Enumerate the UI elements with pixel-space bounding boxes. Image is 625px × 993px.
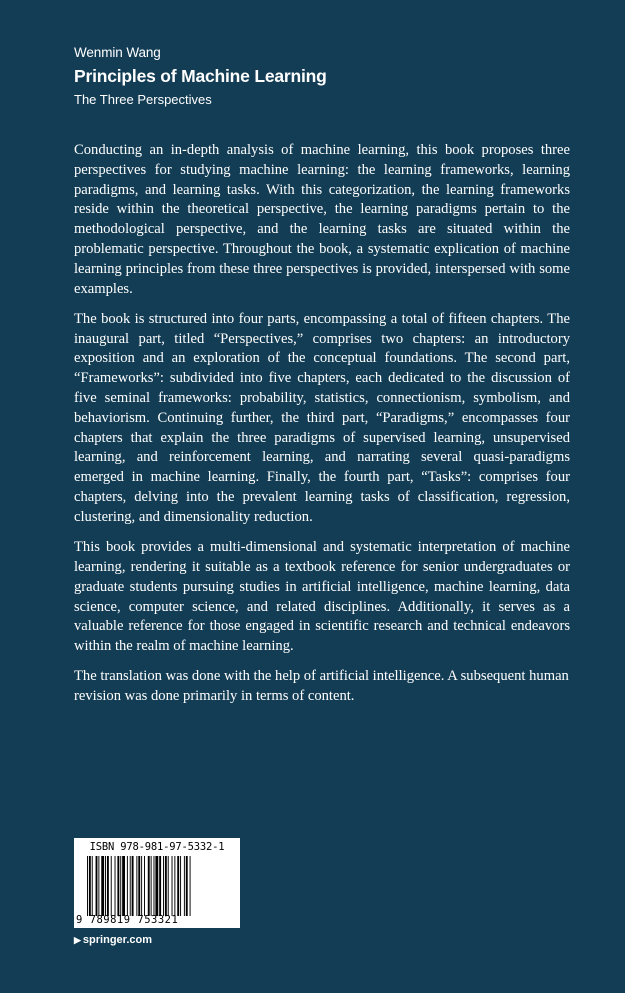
description-paragraph-1: Conducting an in-depth analysis of machine learning, this book proposes three perspectives for studying machine learning: the learning frameworks, learning paradigms, and learning tasks. With this categorization, the learning frameworks reside within the theoretical perspective, the learning paradigms pertain to the methodological perspective, and the learning tasks are situated within the problematic perspective. Throughout the book, a systematic explication of machine learning principles from these three perspectives is provided, interspersed with some examples. bbox=[74, 142, 570, 297]
isbn-label: ISBN 978-981-97-5332-1 bbox=[89, 841, 225, 853]
barcode-bar bbox=[96, 856, 98, 916]
barcode-bar bbox=[154, 856, 155, 916]
barcode-bar bbox=[172, 856, 173, 916]
barcode-bar bbox=[190, 856, 191, 916]
barcode-bar bbox=[87, 856, 88, 916]
book-subtitle: The Three Perspectives bbox=[74, 92, 212, 107]
barcode-bar bbox=[168, 856, 169, 916]
barcode-bar bbox=[184, 856, 185, 916]
barcode-bar bbox=[174, 856, 175, 916]
barcode-bar bbox=[98, 856, 99, 916]
barcode-bar bbox=[122, 856, 125, 916]
barcode-bar bbox=[132, 856, 134, 916]
barcode-bar bbox=[159, 856, 161, 916]
description-paragraph-3: This book provides a multi-dimensional and systematic interpretation of machine learning, rendering it suitable as a textbook reference for senior undergraduates or graduate students pursuing studies in artificial intelligence, machine learning, data science, computer science, and related disciplines. Additionally, it serves as a valuable reference for those engaged in scientific research and technical endeavors within the realm of machine learning. bbox=[74, 539, 570, 655]
barcode-digits: 9 789819 753321 bbox=[76, 914, 179, 926]
description-paragraph-2: The book is structured into four parts, encompassing a total of fifteen chapters. The inaugural part, titled “Perspectives,” comprises two chapters: an introductory exposition and an exploration of the conceptual foundations. The second part, “Frameworks”: subdivided into five chapters, each dedicated to the discussion of five seminal frameworks: probability, statistics, connectionism, symbolism, and behaviorism. Continuing further, the third part, “Paradigms,” encompasses four chapters that explain the three paradigms of supervised learning, unsupervised learning, and reinforcement learning, and narrating several quasi-paradigms emerged in machine learning. Finally, the fourth part, “Tasks”: comprises four chapters, delving into the prevalent learning tasks of classification, regression, clustering, and dimensionality reduction. bbox=[74, 310, 570, 525]
barcode-bar bbox=[163, 856, 164, 916]
barcode-bar bbox=[127, 856, 128, 916]
barcode-bar bbox=[115, 856, 116, 916]
barcode-bar bbox=[151, 856, 152, 916]
translation-note: The translation was done with the help of artificial intelligence. A subsequent human revision was done primarily in terms of content. bbox=[74, 668, 569, 705]
barcode-bar bbox=[136, 856, 137, 916]
barcode-bar bbox=[111, 856, 112, 916]
isbn-barcode bbox=[74, 838, 240, 928]
barcode-bar bbox=[101, 856, 104, 916]
barcode-bar bbox=[89, 856, 91, 916]
barcode-bar bbox=[92, 856, 93, 916]
barcode-bar bbox=[120, 856, 121, 916]
barcode-bar bbox=[165, 856, 167, 916]
barcode-bar bbox=[148, 856, 150, 916]
barcode-bar bbox=[177, 856, 179, 916]
publisher-url: springer.com bbox=[82, 934, 152, 946]
barcode-bar bbox=[144, 856, 145, 916]
arrow-icon: ▶ bbox=[74, 935, 81, 945]
barcode-bar bbox=[180, 856, 181, 916]
barcode-bar bbox=[117, 856, 119, 916]
author-name: Wenmin Wang bbox=[74, 45, 161, 60]
barcode-bar bbox=[155, 856, 158, 916]
barcode-bar bbox=[107, 856, 109, 916]
book-title: Principles of Machine Learning bbox=[74, 66, 327, 86]
book-description bbox=[74, 141, 570, 718]
barcode-bar bbox=[105, 856, 106, 916]
publisher-link[interactable] bbox=[74, 934, 152, 946]
barcode-bar bbox=[141, 856, 142, 916]
barcode-bar bbox=[186, 856, 188, 916]
barcode-bar bbox=[130, 856, 131, 916]
barcode-bar bbox=[138, 856, 140, 916]
barcode-bars bbox=[87, 856, 227, 916]
